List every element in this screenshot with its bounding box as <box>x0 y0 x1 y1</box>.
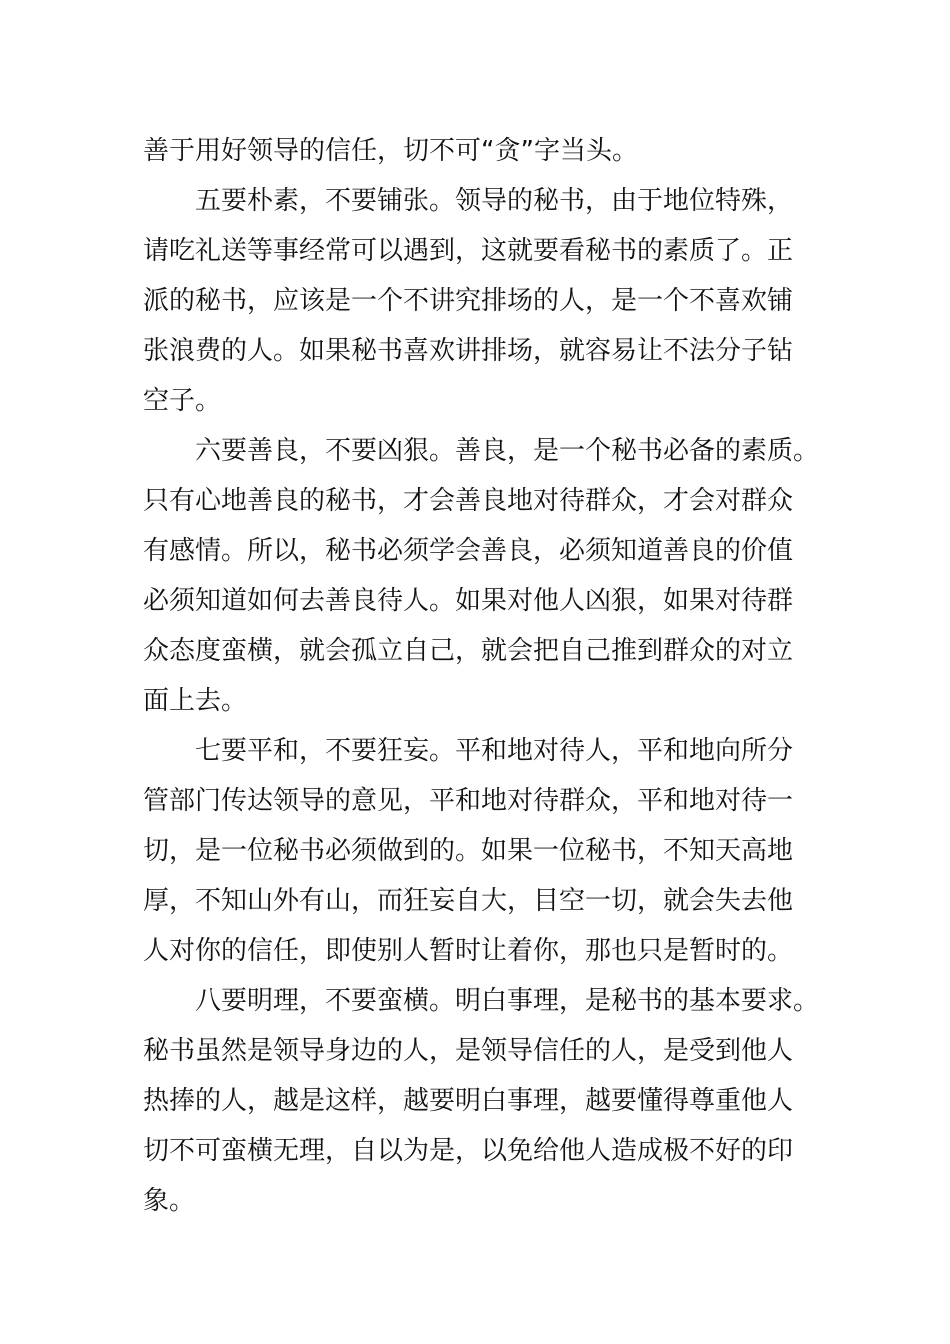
text-line: 切，是一位秘书必须做到的。如果一位秘书，不知天高地 <box>143 836 794 866</box>
text-line: 空子。 <box>143 386 222 416</box>
text-line: 张浪费的人。如果秘书喜欢讲排场，就容易让不法分子钻 <box>143 336 794 366</box>
text-line: 请吃礼送等事经常可以遇到，这就要看秘书的素质了。正 <box>143 236 794 266</box>
text-line: 人对你的信任，即使别人暂时让着你，那也只是暂时的。 <box>143 936 794 966</box>
text-line: 派的秘书，应该是一个不讲究排场的人，是一个不喜欢铺 <box>143 286 794 316</box>
text-line: 有感情。所以，秘书必须学会善良，必须知道善良的价值 <box>143 536 794 566</box>
text-line: 面上去。 <box>143 686 248 716</box>
document-body <box>143 126 823 1226</box>
text-line: 管部门传达领导的意见，平和地对待群众，平和地对待一 <box>143 786 794 816</box>
text-line: 八要明理，不要蛮横。明白事理，是秘书的基本要求。 <box>195 986 820 1016</box>
text-line: 厚，不知山外有山，而狂妄自大，目空一切，就会失去他 <box>143 886 794 916</box>
text-line: 七要平和，不要狂妄。平和地对待人，平和地向所分 <box>195 736 794 766</box>
text-line: 众态度蛮横，就会孤立自己，就会把自己推到群众的对立 <box>143 636 794 666</box>
text-line: 切不可蛮横无理，自以为是，以免给他人造成极不好的印 <box>143 1136 794 1166</box>
text-line: 只有心地善良的秘书，才会善良地对待群众，才会对群众 <box>143 486 794 516</box>
text-line: 象。 <box>143 1186 196 1216</box>
text-line: 五要朴素，不要铺张。领导的秘书，由于地位特殊， <box>195 186 794 216</box>
text-line: 热捧的人，越是这样，越要明白事理，越要懂得尊重他人 <box>143 1086 794 1116</box>
text-line: 秘书虽然是领导身边的人，是领导信任的人，是受到他人 <box>143 1036 794 1066</box>
text-line: 必须知道如何去善良待人。如果对他人凶狠，如果对待群 <box>143 586 794 616</box>
text-line: 善于用好领导的信任，切不可“贪”字当头。 <box>143 136 638 166</box>
text-line: 六要善良，不要凶狠。善良，是一个秘书必备的素质。 <box>195 436 820 466</box>
